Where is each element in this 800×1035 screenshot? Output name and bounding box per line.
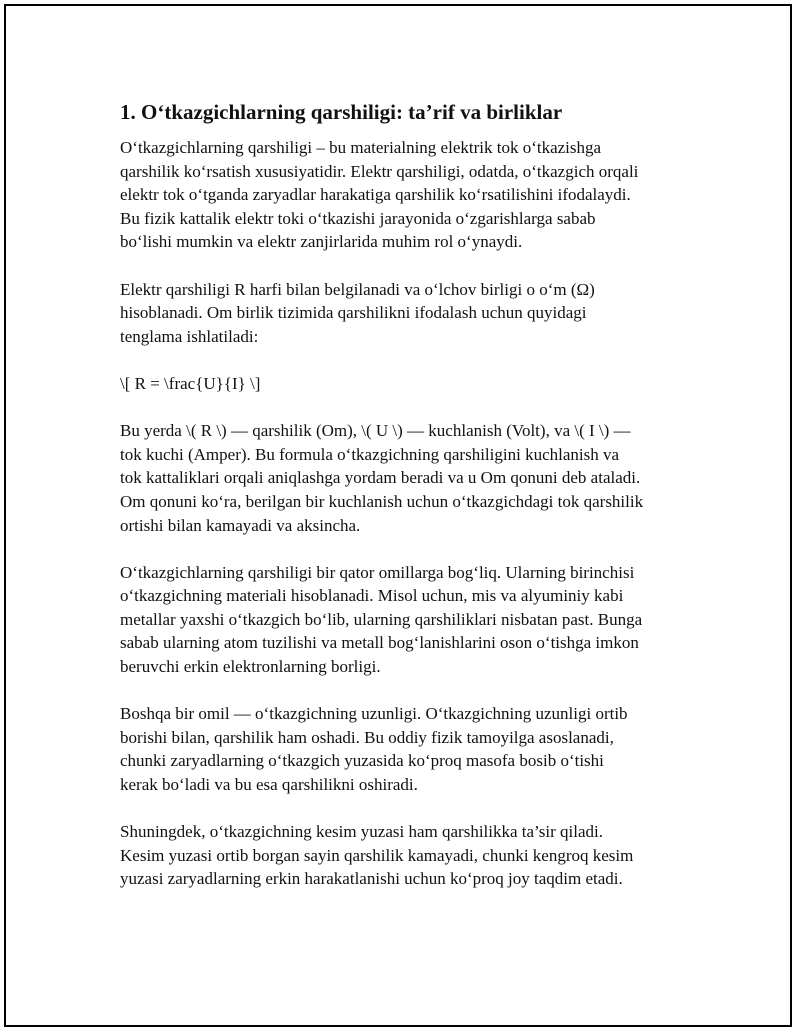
text-line: yuzasi zaryadlarning erkin harakatlanishi uchun ko‘proq joy taqdim etadi. (120, 869, 623, 889)
text-line: Elektr qarshiligi R harfi bilan belgilanadi va o‘lchov birligi o o‘m (Ω) (120, 279, 595, 299)
text-line: Om qonuni ko‘ra, berilgan bir kuchlanish uchun o‘tkazgichdagi tok qarshilik (120, 491, 644, 511)
text-line: chunki zaryadlarning o‘tkazgich yuzasida ko‘proq masofa bosib o‘tishi (120, 751, 604, 771)
paragraph-units (120, 278, 690, 349)
text-line: kerak bo‘ladi va bu esa qarshilikni oshiradi. (120, 775, 418, 795)
text-line: sabab ularning atom tuzilishi va metall bog‘lanishlarini oson o‘tishga imkon (120, 633, 639, 653)
text-line: tenglama ishlatiladi: (120, 326, 259, 346)
document-body (120, 98, 690, 915)
text-line: O‘tkazgichlarning qarshiligi – bu materialning elektrik tok o‘tkazishga (120, 138, 602, 157)
text-line: beruvchi erkin elektronlarning borligi. (120, 657, 381, 677)
text-line: Bu fizik kattalik elektr toki o‘tkazishi jarayonida o‘zgarishlarga sabab (120, 208, 596, 228)
paragraph-formula (120, 372, 690, 396)
paragraph-cross-section (120, 820, 690, 891)
text-line: o‘tkazgichning materiali hisoblanadi. Misol uchun, mis va alyuminiy kabi (120, 586, 624, 606)
text-line: metallar yaxshi o‘tkazgich bo‘lib, ularning qarshiliklari nisbatan past. Bunga (120, 609, 643, 629)
text-line: elektr tok o‘tganda zaryadlar harakatiga qarshilik ko‘rsatilishini ifodalaydi. (120, 185, 631, 205)
text-line: borishi bilan, qarshilik ham oshadi. Bu oddiy fizik tamoyilga asoslanadi, (120, 727, 614, 747)
text-line: Kesim yuzasi ortib borgan sayin qarshilik kamayadi, chunki kengroq kesim (120, 845, 634, 865)
paragraph-length (120, 702, 690, 796)
text-line: tok kattaliklari orqali aniqlashga yordam beradi va u Om qonuni deb ataladi. (120, 468, 641, 488)
formula-line: \[ R = \frac{U}{I} \] (120, 373, 261, 393)
document-page (4, 4, 792, 1027)
section-heading: 1. O‘tkazgichlarning qarshiligi: ta’rif va birliklar (120, 100, 563, 124)
text-line: O‘tkazgichlarning qarshiligi bir qator omillarga bog‘liq. Ularning birinchisi (120, 562, 635, 582)
text-line: Boshqa bir omil — o‘tkazgichning uzunligi. O‘tkazgichning uzunligi ortib (120, 704, 628, 724)
text-line: qarshilik ko‘rsatish xususiyatidir. Elektr qarshiligi, odatda, o‘tkazgich orqali (120, 161, 639, 181)
text-line: ortishi bilan kamayadi va aksincha. (120, 515, 361, 535)
paragraph-material (120, 561, 690, 679)
text-line: tok kuchi (Amper). Bu formula o‘tkazgichning qarshiligini kuchlanish va (120, 444, 620, 464)
paragraph-definition (120, 136, 690, 254)
text-line: hisoblanadi. Om birlik tizimida qarshilikni ifodalash uchun quyidagi (120, 303, 587, 323)
text-line: Bu yerda \( R \) — qarshilik (Om), \( U \) — kuchlanish (Volt), va \( I \) — (120, 421, 631, 441)
text-line: Shuningdek, o‘tkazgichning kesim yuzasi ham qarshilikka ta’sir qiladi. (120, 822, 603, 842)
text-line: bo‘lishi mumkin va elektr zanjirlarida muhim rol o‘ynaydi. (120, 232, 523, 252)
paragraph-ohms-law (120, 419, 690, 537)
